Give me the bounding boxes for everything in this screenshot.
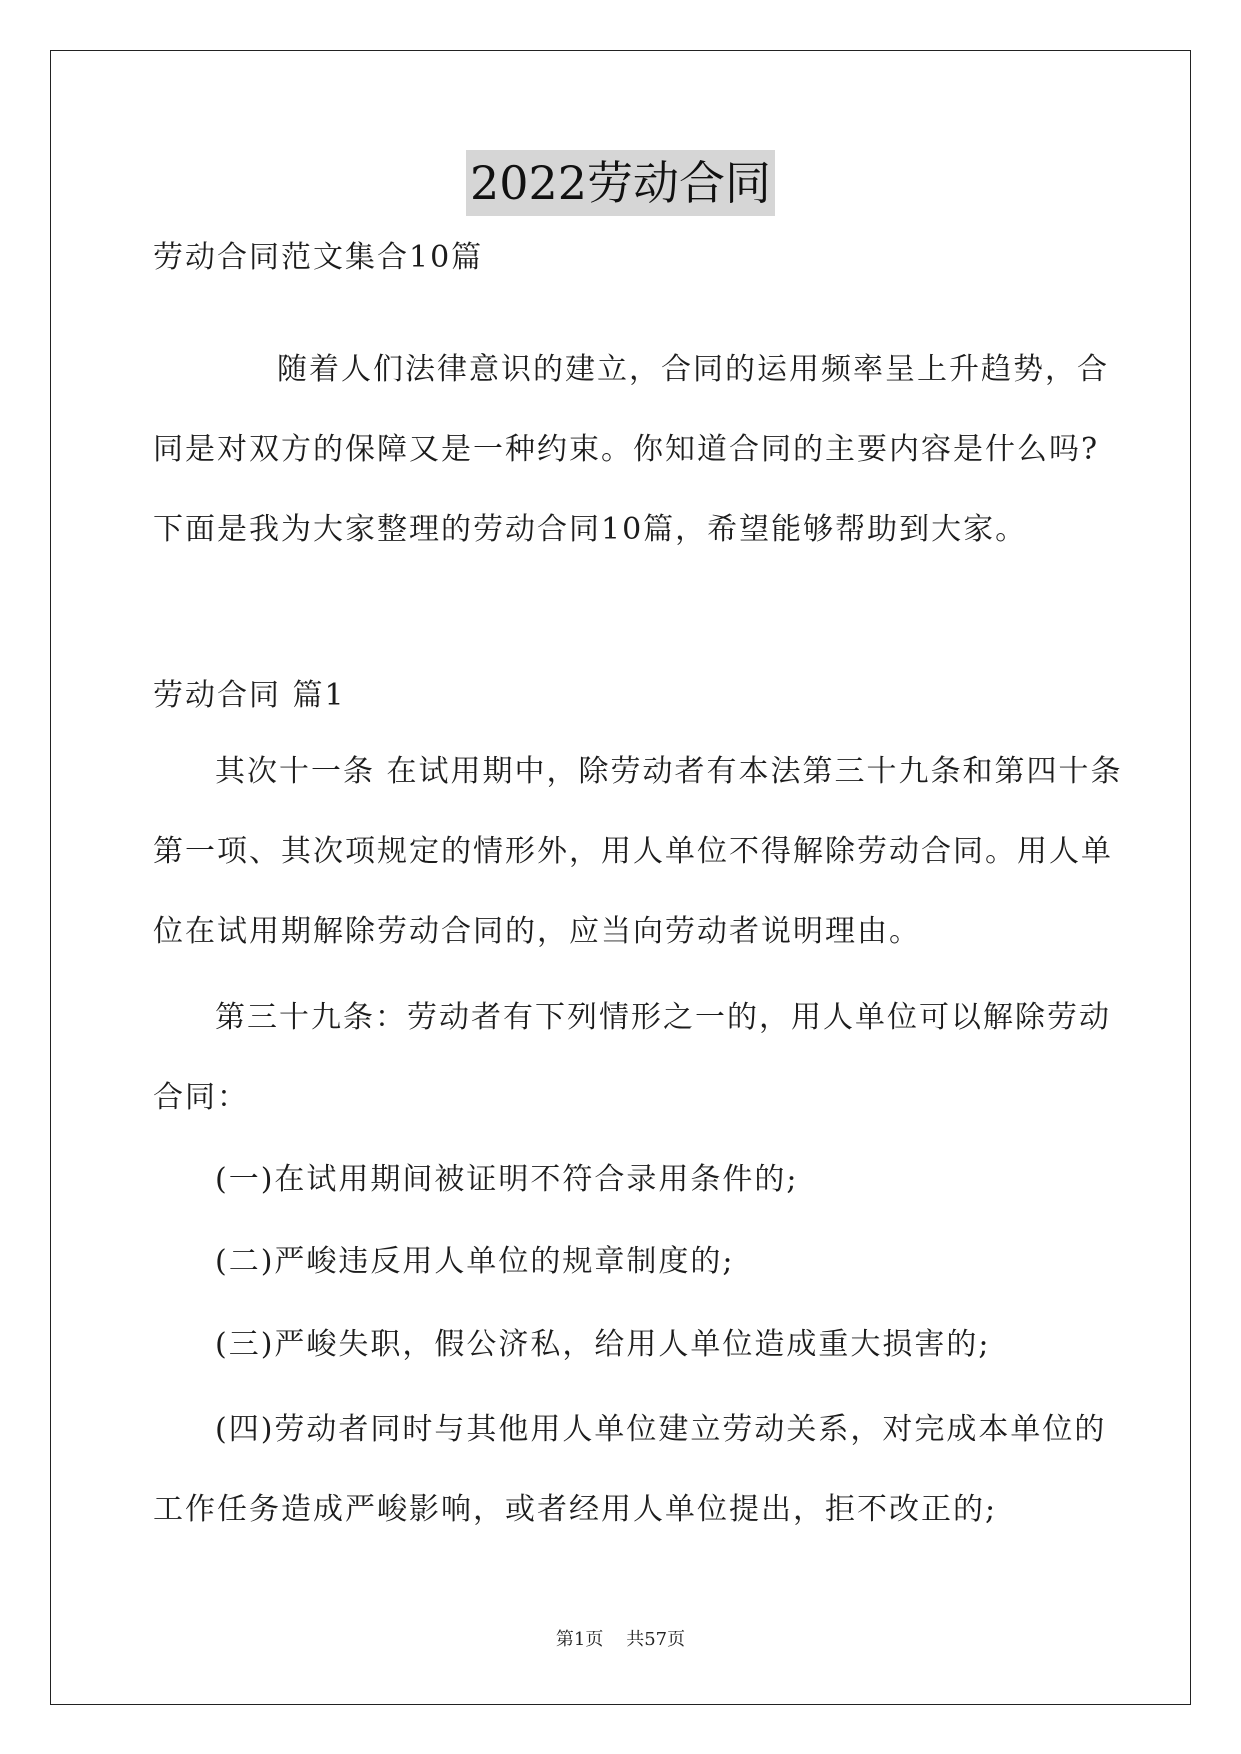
page-border [50,50,1191,1705]
document-subtitle: 劳动合同范文集合10篇 [153,240,484,275]
body-line: 合同： [153,1080,249,1115]
intro-line-1: 随着人们法律意识的建立，合同的运用频率呈上升趋势，合 [277,352,1109,387]
document-title: 2022劳动合同 [466,150,775,216]
list-item: (四)劳动者同时与其他用人单位建立劳动关系，对完成本单位的 [215,1412,1107,1447]
body-line: 工作任务造成严峻影响，或者经用人单位提出，拒不改正的; [153,1492,998,1527]
page-number: 第1页 [555,1629,604,1650]
list-item: (三)严峻失职，假公济私，给用人单位造成重大损害的; [215,1327,991,1362]
body-line: 第一项、其次项规定的情形外，用人单位不得解除劳动合同。用人单 [153,834,1113,869]
page-footer [0,1628,1241,1652]
body-line: 位在试用期解除劳动合同的，应当向劳动者说明理由。 [153,914,921,949]
title-container [0,150,1241,216]
body-line: 其次十一条 在试用期中，除劳动者有本法第三十九条和第四十条 [215,754,1123,789]
intro-line-2: 同是对双方的保障又是一种约束。你知道合同的主要内容是什么吗? [153,432,1100,467]
body-line: 第三十九条：劳动者有下列情形之一的，用人单位可以解除劳动 [215,1000,1111,1035]
list-item: (二)严峻违反用人单位的规章制度的; [215,1244,735,1279]
list-item: (一)在试用期间被证明不符合录用条件的; [215,1162,799,1197]
page-total: 共57页 [626,1629,686,1650]
section-heading: 劳动合同 篇1 [153,678,346,713]
intro-line-3: 下面是我为大家整理的劳动合同10篇，希望能够帮助到大家。 [153,512,1028,547]
